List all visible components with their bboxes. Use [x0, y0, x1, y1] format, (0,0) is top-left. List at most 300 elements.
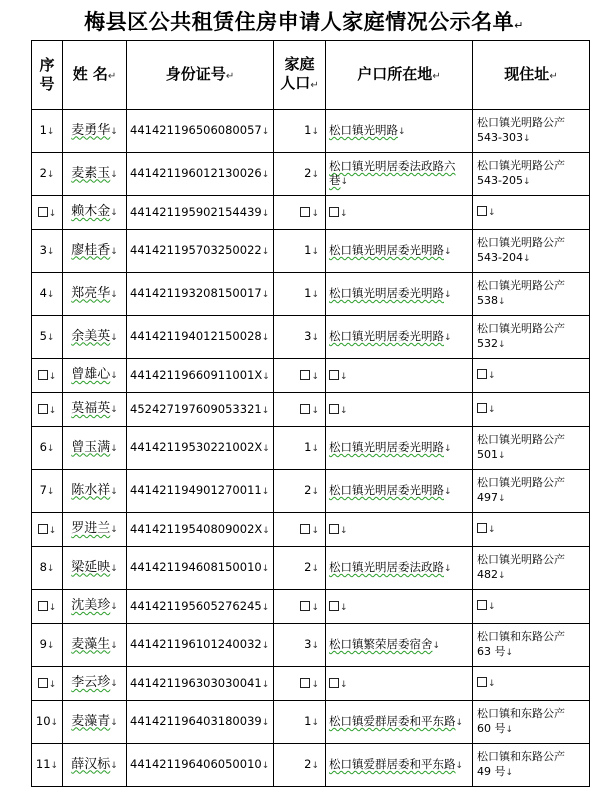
- cell-mark: ↓: [110, 640, 118, 651]
- address-cell: [473, 624, 590, 667]
- name-cell-text: 沈美珍: [71, 598, 111, 613]
- empty-cell-marker: [477, 523, 487, 533]
- cell-mark: ↓: [505, 725, 514, 735]
- cell-mark: ↓: [340, 405, 348, 416]
- cell-mark: ↓: [455, 718, 464, 728]
- hukou-cell: [326, 316, 473, 359]
- empty-cell-marker: [300, 370, 310, 380]
- name-cell: [63, 590, 127, 624]
- address-cell-line: 482: [477, 568, 498, 581]
- id-cell-text: 441421196303030041: [130, 675, 262, 690]
- cell-mark: ↓: [444, 290, 452, 300]
- cell-mark: ↓: [46, 444, 55, 454]
- pop-cell-text: 2: [304, 560, 312, 574]
- name-cell: [63, 273, 127, 316]
- seq-cell: [32, 470, 63, 513]
- name-cell-text: 莫福英: [71, 401, 111, 416]
- empty-cell-marker: [300, 524, 310, 534]
- cell-mark: ↓: [261, 290, 270, 300]
- name-cell: [63, 427, 127, 470]
- pop-cell: [274, 110, 326, 153]
- hukou-cell-text: 松口镇光明居委光明路: [329, 286, 444, 300]
- name-cell: [63, 393, 127, 427]
- pop-cell: [274, 230, 326, 273]
- cell-mark: ↓: [522, 254, 531, 264]
- cell-mark: ↓: [261, 602, 270, 613]
- cell-mark: ↓: [311, 170, 319, 180]
- pop-cell-text: 2: [304, 757, 312, 771]
- name-cell-text: 梁延映: [71, 559, 111, 575]
- seq-cell-text: 7: [39, 483, 47, 497]
- cell-mark: ↓: [498, 571, 506, 581]
- address-cell-line: 松口镇和东路公产: [477, 750, 565, 763]
- cell-mark: ↓: [498, 297, 506, 307]
- seq-cell: [32, 273, 63, 316]
- cell-mark: ↓: [444, 444, 452, 454]
- hukou-cell: [326, 273, 473, 316]
- id-cell-text: 441421195902154439: [130, 204, 262, 219]
- name-cell: [63, 701, 127, 744]
- table-row: [32, 316, 590, 359]
- title-text: 梅县区公共租赁住房申请人家庭情况公示名单: [84, 10, 515, 34]
- pop-cell: [274, 273, 326, 316]
- seq-cell-text: 3: [39, 243, 47, 257]
- cell-mark: ↓: [261, 564, 270, 574]
- address-cell: [473, 110, 590, 153]
- cell-mark: ↓: [488, 371, 496, 381]
- id-cell-text: 441421196101240032: [130, 637, 262, 651]
- cell-mark: ↓: [505, 768, 514, 778]
- cell-mark: ↓: [311, 290, 319, 300]
- cell-mark: ↓: [311, 487, 319, 497]
- cell-mark: ↓: [110, 717, 118, 728]
- table-row: [32, 470, 590, 513]
- cell-mark: ↓: [444, 247, 452, 257]
- cell-mark: ↓: [110, 486, 118, 497]
- pop-cell-text: 1: [304, 286, 312, 300]
- seq-cell: [32, 624, 63, 667]
- cell-mark: ↓: [48, 405, 57, 416]
- cell-mark: ↓: [432, 641, 441, 651]
- cell-mark: ↓: [340, 177, 349, 187]
- cell-mark: ↓: [46, 170, 55, 180]
- pop-cell-text: 1: [304, 243, 312, 257]
- empty-cell-marker: [38, 370, 48, 380]
- id-cell-text: 44142119530221002X: [130, 440, 263, 454]
- address-cell: [473, 316, 590, 359]
- pop-cell-text: 1: [304, 440, 312, 454]
- cell-mark: ↓: [488, 208, 496, 218]
- address-cell-line: 538: [477, 294, 498, 307]
- cell-mark: ↓: [498, 494, 506, 504]
- cell-mark: ↓: [311, 371, 319, 382]
- address-cell: [473, 427, 590, 470]
- cell-mark: ↓: [48, 602, 57, 613]
- hukou-cell-text: 松口镇爱群居委和平东路: [329, 757, 456, 771]
- cell-mark: ↓: [522, 134, 531, 144]
- address-cell: [473, 153, 590, 196]
- cell-mark: ↓: [340, 602, 348, 613]
- empty-cell-marker: [38, 404, 48, 414]
- id-cell-text: 441421194012150028: [130, 329, 262, 343]
- empty-cell-marker: [329, 404, 339, 414]
- cell-mark: ↓: [340, 679, 348, 690]
- cell-mark: ↓: [48, 679, 57, 690]
- id-cell: [127, 230, 274, 273]
- name-cell: [63, 624, 127, 667]
- cell-mark: ↓: [311, 444, 319, 454]
- table-row: [32, 359, 590, 393]
- name-cell-text: 李云珍: [71, 675, 111, 690]
- table-row: [32, 744, 590, 787]
- id-cell: [127, 624, 274, 667]
- header-pop: 家庭 人口↵: [274, 41, 326, 110]
- name-cell-text: 薛汉标: [71, 756, 111, 772]
- header-row: [32, 41, 590, 110]
- id-cell: [127, 427, 274, 470]
- cell-mark: ↓: [311, 525, 319, 536]
- id-cell: [127, 316, 274, 359]
- address-cell: [473, 667, 590, 701]
- pop-cell: [274, 624, 326, 667]
- name-cell-text: 麦勇华: [71, 122, 111, 138]
- cell-mark: ↓: [110, 169, 118, 180]
- seq-cell: [32, 513, 63, 547]
- hukou-cell: [326, 470, 473, 513]
- seq-cell: [32, 196, 63, 230]
- address-cell-line: 松口镇光明路公产: [477, 553, 565, 566]
- id-cell: [127, 701, 274, 744]
- empty-cell-marker: [477, 369, 487, 379]
- seq-cell: [32, 427, 63, 470]
- name-cell: [63, 470, 127, 513]
- hukou-cell: [326, 393, 473, 427]
- hukou-cell: [326, 110, 473, 153]
- cell-mark: ↓: [261, 170, 270, 180]
- cell-mark: ↓: [311, 718, 319, 728]
- id-cell-text: 441421193208150017: [130, 286, 262, 300]
- cell-mark: ↓: [110, 679, 118, 689]
- pop-cell: [274, 470, 326, 513]
- empty-cell-marker: [329, 207, 339, 217]
- cell-mark: ↓: [110, 525, 118, 535]
- hukou-cell-text: 松口镇光明路: [329, 123, 398, 137]
- seq-cell: [32, 230, 63, 273]
- id-cell-text: 44142119540809002X: [130, 521, 263, 536]
- cell-mark: ↓: [110, 246, 118, 257]
- empty-cell-marker: [329, 678, 339, 688]
- pop-cell: [274, 196, 326, 230]
- table-row: [32, 427, 590, 470]
- id-cell: [127, 547, 274, 590]
- address-cell-line: 543-205: [477, 174, 523, 187]
- seq-cell: [32, 667, 63, 701]
- cell-mark: ↓: [50, 761, 59, 771]
- empty-cell-marker: [38, 207, 48, 217]
- cell-mark: ↓: [46, 247, 55, 257]
- address-cell: [473, 230, 590, 273]
- pop-cell-text: 2: [304, 483, 312, 497]
- empty-cell-marker: [329, 370, 339, 380]
- address-cell-line: 60 号: [477, 722, 506, 735]
- cell-mark: ↓: [444, 487, 452, 497]
- table-row: [32, 667, 590, 701]
- empty-cell-marker: [300, 404, 310, 414]
- id-cell: [127, 590, 274, 624]
- pop-cell-text: 1: [304, 714, 312, 728]
- cell-mark: ↓: [110, 332, 118, 343]
- cell-mark: ↓: [46, 564, 55, 574]
- id-cell: [127, 667, 274, 701]
- seq-cell-text: 5: [39, 329, 47, 343]
- cell-mark: ↓: [46, 127, 55, 137]
- hukou-cell-text: 松口镇繁荣居委宿舍: [329, 637, 433, 651]
- address-cell-line: 501: [477, 448, 498, 461]
- cell-mark: ↓: [261, 405, 270, 416]
- cell-mark: ↓: [311, 405, 319, 416]
- table-row: [32, 393, 590, 427]
- cell-mark: ↓: [261, 641, 270, 651]
- name-cell-text: 曾玉满: [71, 439, 111, 455]
- cell-mark: ↓: [262, 525, 270, 536]
- pop-cell-text: 3: [304, 329, 312, 343]
- cell-mark: ↓: [340, 371, 348, 382]
- name-cell: [63, 316, 127, 359]
- address-cell-line: 49 号: [477, 765, 506, 778]
- id-cell-text: 441421196012130026: [130, 166, 262, 180]
- hukou-cell-text: 松口镇光明居委光明路: [329, 440, 444, 454]
- hukou-cell: [326, 547, 473, 590]
- cell-mark: ↓: [46, 641, 55, 651]
- id-cell-text: 441421196403180039: [130, 714, 262, 728]
- cell-mark: ↓: [311, 333, 319, 343]
- cell-mark: ↓: [444, 333, 452, 343]
- table-row: [32, 153, 590, 196]
- pop-cell: [274, 667, 326, 701]
- cell-mark: ↓: [110, 563, 118, 574]
- pop-cell-text: 3: [304, 637, 312, 651]
- name-cell-text: 赖木金: [71, 204, 111, 219]
- seq-cell-text: 2: [39, 166, 47, 180]
- id-cell: [127, 153, 274, 196]
- cell-mark: ↓: [488, 679, 496, 689]
- cell-mark: ↓: [262, 371, 270, 382]
- name-cell-text: 麦藻青: [71, 713, 111, 729]
- header-seq: 序 号: [32, 41, 63, 110]
- address-cell: [473, 513, 590, 547]
- seq-cell: [32, 153, 63, 196]
- id-cell: [127, 359, 274, 393]
- address-cell-line: 松口镇和东路公产: [477, 630, 565, 643]
- seq-cell: [32, 359, 63, 393]
- hukou-cell-text: 松口镇光明居委法政路: [329, 560, 444, 574]
- seq-cell: [32, 590, 63, 624]
- id-cell-text: 441421195703250022: [130, 243, 262, 257]
- cell-mark: ↓: [48, 525, 57, 536]
- id-cell: [127, 513, 274, 547]
- cell-mark: ↓: [311, 761, 319, 771]
- hukou-cell-text: 松口镇光明居委光明路: [329, 483, 444, 497]
- hukou-cell: [326, 196, 473, 230]
- cell-mark: ↓: [522, 177, 531, 187]
- name-cell: [63, 230, 127, 273]
- address-cell: [473, 744, 590, 787]
- empty-cell-marker: [477, 677, 487, 687]
- id-cell: [127, 470, 274, 513]
- address-cell: [473, 470, 590, 513]
- address-cell: [473, 196, 590, 230]
- cell-mark: ↓: [110, 371, 118, 381]
- name-cell: [63, 196, 127, 230]
- seq-cell: [32, 110, 63, 153]
- seq-cell: [32, 744, 63, 787]
- cell-mark: ↓: [505, 648, 514, 658]
- cell-mark: ↓: [488, 602, 496, 612]
- hukou-cell: [326, 624, 473, 667]
- name-cell-text: 罗进兰: [71, 521, 111, 536]
- id-cell: [127, 110, 274, 153]
- pop-cell: [274, 393, 326, 427]
- name-cell-text: 陈水祥: [71, 482, 111, 498]
- cell-mark: ↓: [261, 127, 270, 137]
- name-cell-text: 廖桂香: [71, 242, 111, 258]
- table-row: [32, 624, 590, 667]
- name-cell-text: 麦藻生: [71, 636, 111, 652]
- seq-cell-text: 8: [39, 560, 47, 574]
- address-cell-line: 543-303: [477, 131, 523, 144]
- address-cell-line: 松口镇光明路公产: [477, 116, 565, 129]
- seq-cell-text: 6: [39, 440, 47, 454]
- cell-mark: ↓: [311, 564, 319, 574]
- hukou-cell: [326, 701, 473, 744]
- empty-cell-marker: [329, 524, 339, 534]
- table-row: [32, 513, 590, 547]
- cell-mark: ↓: [488, 405, 496, 415]
- hukou-cell: [326, 590, 473, 624]
- id-cell-text: 441421194901270011: [130, 483, 262, 497]
- cell-mark: ↓: [311, 679, 319, 690]
- hukou-cell: [326, 427, 473, 470]
- cell-mark: ↓: [261, 761, 270, 771]
- id-cell: [127, 744, 274, 787]
- address-cell-line: 543-204: [477, 251, 523, 264]
- name-cell: [63, 110, 127, 153]
- id-cell-text: 441421196406050010: [130, 757, 262, 771]
- cell-mark: ↓: [498, 340, 506, 350]
- address-cell: [473, 393, 590, 427]
- name-cell-text: 曾雄心: [71, 367, 111, 382]
- cell-mark: ↓: [340, 525, 348, 536]
- table-row: [32, 701, 590, 744]
- table-row: [32, 590, 590, 624]
- cell-mark: ↓: [50, 718, 59, 728]
- cell-mark: ↓: [110, 443, 118, 454]
- hukou-cell-text: 松口镇光明居委光明路: [329, 243, 444, 257]
- id-cell-text: 441421194608150010: [130, 560, 262, 574]
- address-cell-line: 松口镇光明路公产: [477, 279, 565, 292]
- id-cell-text: 441421196506080057: [130, 123, 262, 137]
- empty-cell-marker: [477, 206, 487, 216]
- pop-cell-text: 2: [304, 166, 312, 180]
- id-cell: [127, 273, 274, 316]
- cell-mark: ↓: [261, 487, 270, 497]
- name-cell-text: 余美英: [71, 328, 111, 344]
- address-cell-line: 497: [477, 491, 498, 504]
- pop-cell: [274, 590, 326, 624]
- cell-mark: ↓: [110, 602, 118, 612]
- pop-cell: [274, 701, 326, 744]
- pop-cell: [274, 547, 326, 590]
- id-cell: [127, 393, 274, 427]
- cell-mark: ↓: [498, 451, 506, 461]
- id-cell-text: 452427197609053321: [130, 401, 262, 416]
- address-cell: [473, 273, 590, 316]
- pop-cell: [274, 359, 326, 393]
- cell-mark: ↓: [46, 487, 55, 497]
- address-cell: [473, 547, 590, 590]
- address-cell: [473, 359, 590, 393]
- cell-mark: ↓: [110, 289, 118, 300]
- seq-cell: [32, 393, 63, 427]
- header-name: 姓 名↵: [63, 41, 127, 110]
- cell-mark: ↓: [311, 127, 319, 137]
- seq-cell: [32, 316, 63, 359]
- cell-mark: ↓: [488, 525, 496, 535]
- address-cell-line: 松口镇光明路公产: [477, 236, 565, 249]
- seq-cell: [32, 701, 63, 744]
- header-address: 现住址↵: [473, 41, 590, 110]
- name-cell: [63, 153, 127, 196]
- empty-cell-marker: [300, 678, 310, 688]
- cell-mark: ↓: [48, 208, 57, 219]
- cell-mark: ↓: [261, 247, 270, 257]
- cell-mark: ↓: [311, 208, 319, 219]
- seq-cell-text: 11: [35, 757, 51, 771]
- address-cell-line: 松口镇光明路公产: [477, 159, 565, 172]
- cell-mark: ↓: [444, 564, 452, 574]
- address-cell-line: 松口镇和东路公产: [477, 707, 565, 720]
- address-cell-line: 松口镇光明路公产: [477, 433, 565, 446]
- hukou-cell: [326, 513, 473, 547]
- cell-mark: ↓: [46, 290, 55, 300]
- hukou-cell: [326, 359, 473, 393]
- cell-mark: ↓: [261, 208, 270, 219]
- name-cell: [63, 744, 127, 787]
- hukou-cell: [326, 230, 473, 273]
- table-row: [32, 196, 590, 230]
- empty-cell-marker: [38, 524, 48, 534]
- cell-mark: ↓: [46, 333, 55, 343]
- id-cell-text: 44142119660911001X: [130, 367, 263, 382]
- page-title: [0, 4, 608, 40]
- cell-mark: ↓: [311, 247, 319, 257]
- cell-mark: ↓: [261, 333, 270, 343]
- address-cell-line: 松口镇光明路公产: [477, 322, 565, 335]
- empty-cell-marker: [329, 601, 339, 611]
- pop-cell: [274, 153, 326, 196]
- seq-cell-text: 10: [35, 714, 51, 728]
- name-cell: [63, 667, 127, 701]
- cell-mark: ↓: [110, 405, 118, 415]
- empty-cell-marker: [38, 678, 48, 688]
- pop-cell: [274, 427, 326, 470]
- name-cell: [63, 547, 127, 590]
- address-cell-line: 63 号: [477, 645, 506, 658]
- empty-cell-marker: [300, 207, 310, 217]
- address-cell-line: 松口镇光明路公产: [477, 476, 565, 489]
- cell-mark: ↓: [110, 760, 118, 771]
- cell-mark: ↓: [262, 444, 270, 454]
